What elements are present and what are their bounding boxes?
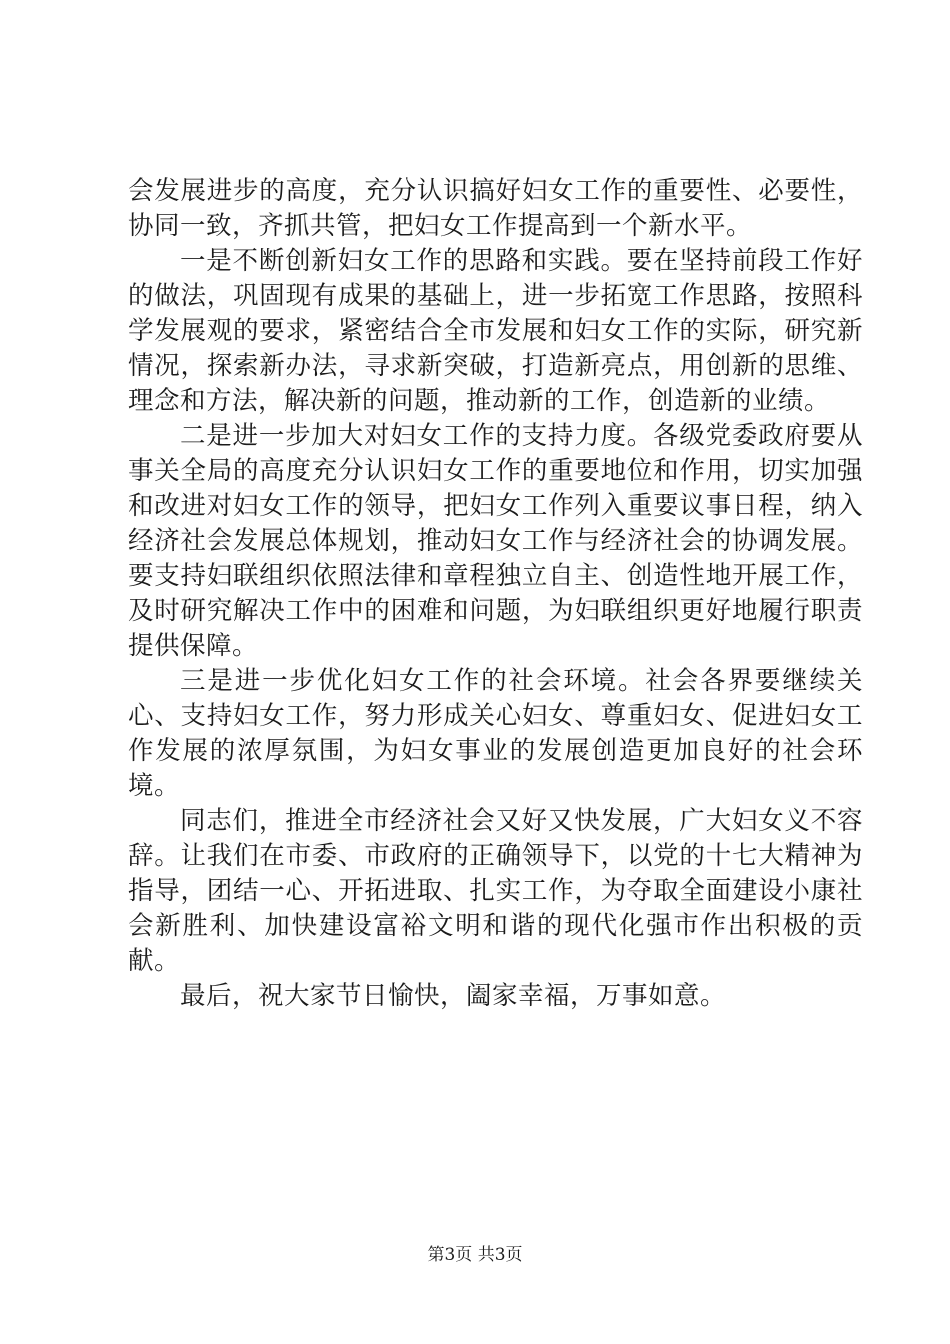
document-body bbox=[128, 174, 863, 1014]
page-number-footer: 第3页 共3页 bbox=[427, 1245, 523, 1265]
paragraph-4: 三是进一步优化妇女工作的社会环境。社会各界要继续关心、支持妇女工作，努力形成关心妇女、尊重妇女、促进妇女工作发展的浓厚氛围，为妇女事业的发展创造更加良好的社会环境。 bbox=[128, 666, 863, 801]
paragraph-6: 最后，祝大家节日愉快，阖家幸福，万事如意。 bbox=[180, 981, 727, 1011]
paragraph-5: 同志们，推进全市经济社会又好又快发展，广大妇女义不容辞。让我们在市委、市政府的正确领导下，以党的十七大精神为指导，团结一心、开拓进取、扎实工作，为夺取全面建设小康社会新胜利、加快建设富裕文明和谐的现代化强市作出积极的贡献。 bbox=[128, 806, 863, 976]
paragraph-1: 会发展进步的高度，充分认识搞好妇女工作的重要性、必要性，协同一致，齐抓共管，把妇女工作提高到一个新水平。 bbox=[128, 176, 863, 241]
paragraph-3: 二是进一步加大对妇女工作的支持力度。各级党委政府要从事关全局的高度充分认识妇女工作的重要地位和作用，切实加强和改进对妇女工作的领导，把妇女工作列入重要议事日程，纳入经济社会发展总体规划，推动妇女工作与经济社会的协调发展。要支持妇联组织依照法律和章程独立自主、创造性地开展工作，及时研究解决工作中的困难和问题，为妇联组织更好地履行职责提供保障。 bbox=[128, 421, 863, 661]
paragraph-2: 一是不断创新妇女工作的思路和实践。要在坚持前段工作好的做法，巩固现有成果的基础上，进一步拓宽工作思路，按照科学发展观的要求，紧密结合全市发展和妇女工作的实际，研究新情况，探索新办法，寻求新突破，打造新亮点，用创新的思维、理念和方法，解决新的问题，推动新的工作，创造新的业绩。 bbox=[128, 246, 863, 416]
